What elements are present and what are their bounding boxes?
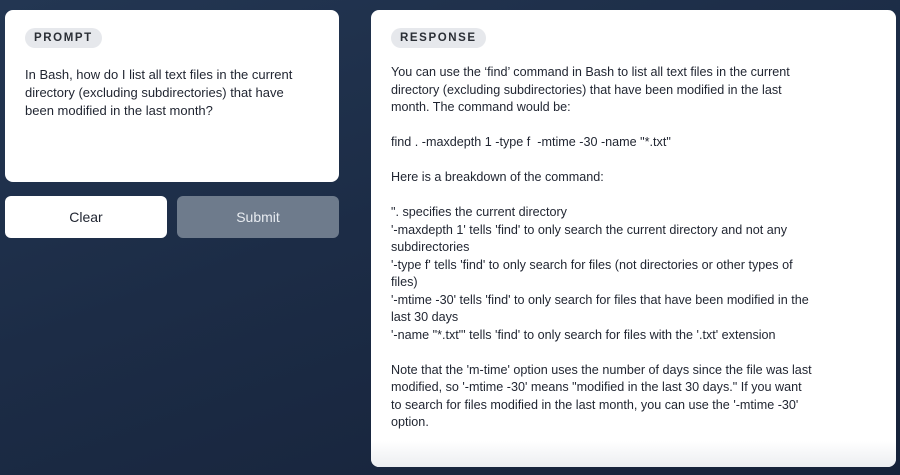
breakdown-line: '-maxdepth 1' tells 'find' to only search the current directory and not any subdirectories bbox=[391, 222, 788, 254]
breakdown-line: ". specifies the current directory bbox=[391, 205, 567, 219]
prompt-panel bbox=[5, 10, 339, 182]
response-command: find . -maxdepth 1 -type f -mtime -30 -name "*.txt" bbox=[391, 135, 671, 149]
breakdown-line: '-name "*.txt"' tells 'find' to only search for files with the '.txt' extension bbox=[391, 327, 776, 342]
clear-button[interactable]: Clear bbox=[5, 196, 167, 238]
response-badge: RESPONSE bbox=[391, 28, 486, 48]
response-intro: You can use the ‘find’ command in Bash to list all text files in the current directory (excluding subdirectories) that have been modified in the last month. The command would be: bbox=[391, 65, 790, 114]
prompt-badge: PROMPT bbox=[25, 28, 102, 48]
response-breakdown-heading: Here is a breakdown of the command: bbox=[391, 170, 604, 184]
breakdown-line: '-mtime -30' tells 'find' to only search for files that have been modified in the last 30 days bbox=[391, 292, 809, 324]
response-note: Note that the 'm-time' option uses the number of days since the file was last modified, so '-mtime -30' means "modified in the last 30 days." If you want to search for files modified in the last month, you can use the '-mtime -30' option. bbox=[391, 362, 812, 429]
scroll-fade bbox=[371, 441, 896, 467]
response-body bbox=[391, 64, 876, 432]
prompt-text[interactable]: In Bash, how do I list all text files in the current directory (excluding subdirectories) that have been modified in the last month? bbox=[25, 67, 293, 118]
response-panel bbox=[371, 10, 896, 467]
submit-button[interactable]: Submit bbox=[177, 196, 339, 238]
breakdown-list bbox=[391, 204, 876, 344]
breakdown-line: '-type f' tells 'find' to only search for files (not directories or other types of files) bbox=[391, 257, 793, 289]
